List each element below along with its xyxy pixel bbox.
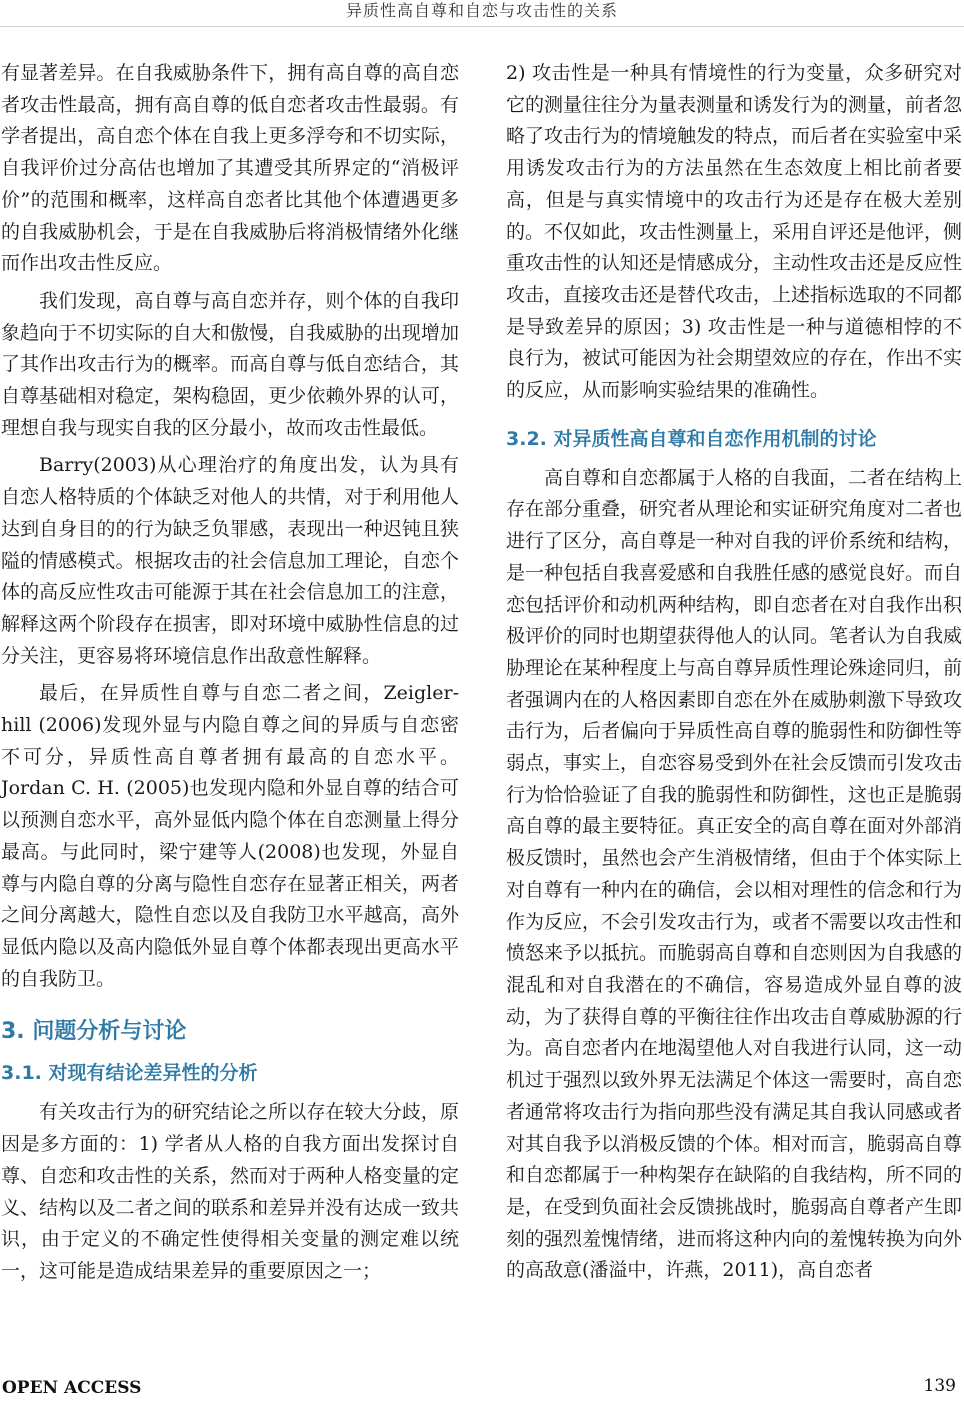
paragraph-continued: 有显著差异。在自我威胁条件下，拥有高自尊的高自恋者攻击性最高，拥有高自尊的低自恋者攻击性最弱。有学者提出，高自恋个体在自我上更多浮夸和不切实际，自我评价过分高估也增加了其遭受其所界定的“消极评价”的范围和概率，这样高自恋者比其他个体遭遇更多的自我威胁机会，于是在自我威胁后将消极情绪外化继而作出攻击性反应。	[1, 62, 459, 275]
left-column	[1, 58, 459, 1288]
running-header: 异质性高自尊和自恋与攻击性的关系	[0, 0, 964, 27]
journal-label: OPEN ACCESS	[2, 1378, 142, 1398]
paragraph-continued: 2) 攻击性是一种具有情境性的行为变量，众多研究对它的测量往往分为量表测量和诱发行为的测量，前者忽略了攻击行为的情境触发的特点，而后者在实验室中采用诱发攻击行为的方法虽然在生态效度上相比前者要高，但是与真实情境中的攻击行为还是存在极大差别的。不仅如此，攻击性测量上，采用自评还是他评，侧重攻击性的认知还是情感成分，主动性攻击还是反应性攻击，直接攻击还是替代攻击，上述指标选取的不同都是导致差异的原因；3) 攻击性是一种与道德相悖的不良行为，被试可能因为社会期望效应的存在，作出不实的反应，从而影响实验结果的准确性。	[506, 62, 963, 402]
paragraph: 有关攻击行为的研究结论之所以存在较大分歧，原因是多方面的：1) 学者从人格的自我方面出发探讨自尊、自恋和攻击性的关系，然而对于两种人格变量的定义、结构以及二者之间的联系和差异并没有达成一致共识，由于定义的不确定性使得相关变量的测定难以统一，这可能是造成结果差异的重要原因之一；	[1, 1101, 459, 1282]
paragraph: Barry(2003)从心理治疗的角度出发，认为具有自恋人格特质的个体缺乏对他人的共情，对于利用他人达到自身目的的行为缺乏负罪感，表现出一种迟钝且狭隘的情感模式。根据攻击的社会信息加工理论，自恋个体的高反应性攻击可能源于其在社会信息加工的注意，解释这两个阶段存在损害，即对环境中威胁性信息的过分关注，更容易将环境信息作出敌意性解释。	[1, 454, 459, 667]
paragraph: 最后，在异质性自尊与自恋二者之间，Zeigler-hill (2006)发现外显与内隐自尊之间的异质与自恋密不可分，异质性高自尊者拥有最高的自恋水平。Jordan C. H. (2005)也发现内隐和外显自尊的结合可以预测自恋水平，高外显低内隐个体在自恋测量上得分最高。与此同时，梁宁建等人(2008)也发现，外显自尊与内隐自尊的分离与隐性自恋存在显著正相关，两者之间分离越大，隐性自恋以及自我防卫水平越高，高外显低内隐以及高内隐低外显自尊个体都表现出更高水平的自我防卫。	[1, 682, 459, 990]
section-heading: 3. 问题分析与讨论	[1, 1019, 187, 1045]
subsection-heading: 3.1. 对现有结论差异性的分析	[1, 1062, 258, 1085]
paragraph: 我们发现，高自尊与高自恋并存，则个体的自我印象趋向于不切实际的自大和傲慢，自我威胁的出现增加了其作出攻击行为的概率。而高自尊与低自恋结合，其自尊基础相对稳定，架构稳固，更少依赖外界的认可，理想自我与现实自我的区分最小，故而攻击性最低。	[1, 289, 459, 439]
right-column	[506, 58, 962, 1287]
paragraph: 高自尊和自恋都属于人格的自我面，二者在结构上存在部分重叠，研究者从理论和实证研究角度对二者也进行了区分，高自尊是一种对自我的评价系统和结构，是一种包括自我喜爱感和自我胜任感的感觉良好。而自恋包括评价和动机两种结构，即自恋者在对自我作出积极评价的同时也期望获得他人的认同。笔者认为自我威胁理论在某种程度上与高自尊异质性理论殊途同归，前者强调内在的人格因素即自恋在外在威胁刺激下导致攻击行为，后者偏向于异质性高自尊的脆弱性和防御性等弱点，事实上，自恋容易受到外在社会反馈而引发攻击行为恰恰验证了自我的脆弱性和防御性，这也正是脆弱高自尊的最主要特征。真正安全的高自尊在面对外部消极反馈时，虽然也会产生消极情绪，但由于个体实际上对自尊有一种内在的确信，会以相对理性的信念和行为作为反应，不会引发攻击行为，或者不需要以攻击性和愤怒来予以抵抗。而脆弱高自尊和自恋则因为自我感的混乱和对自我潜在的不确信，容易造成外显自尊的波动，为了获得自尊的平衡往往作出攻击自尊威胁源的行为。高自恋者内在地渴望他人对自我进行认同，这一动机过于强烈以致外界无法满足个体这一需要时，高自恋者通常将攻击行为指向那些没有满足其自我认同感或者对其自我予以消极反馈的个体。相对而言，脆弱高自尊和自恋都属于一种构架存在缺陷的自我结构，所不同的是，在受到负面社会反馈挑战时，脆弱高自尊者产生即刻的强烈羞愧情绪，进而将这种内向的羞愧转换为向外的高敌意(潘溢中，许燕，2011)，高自恋者	[506, 466, 963, 1282]
subsection-heading: 3.2. 对异质性高自尊和自恋作用机制的讨论	[506, 427, 877, 450]
page-number: 139	[923, 1376, 956, 1396]
